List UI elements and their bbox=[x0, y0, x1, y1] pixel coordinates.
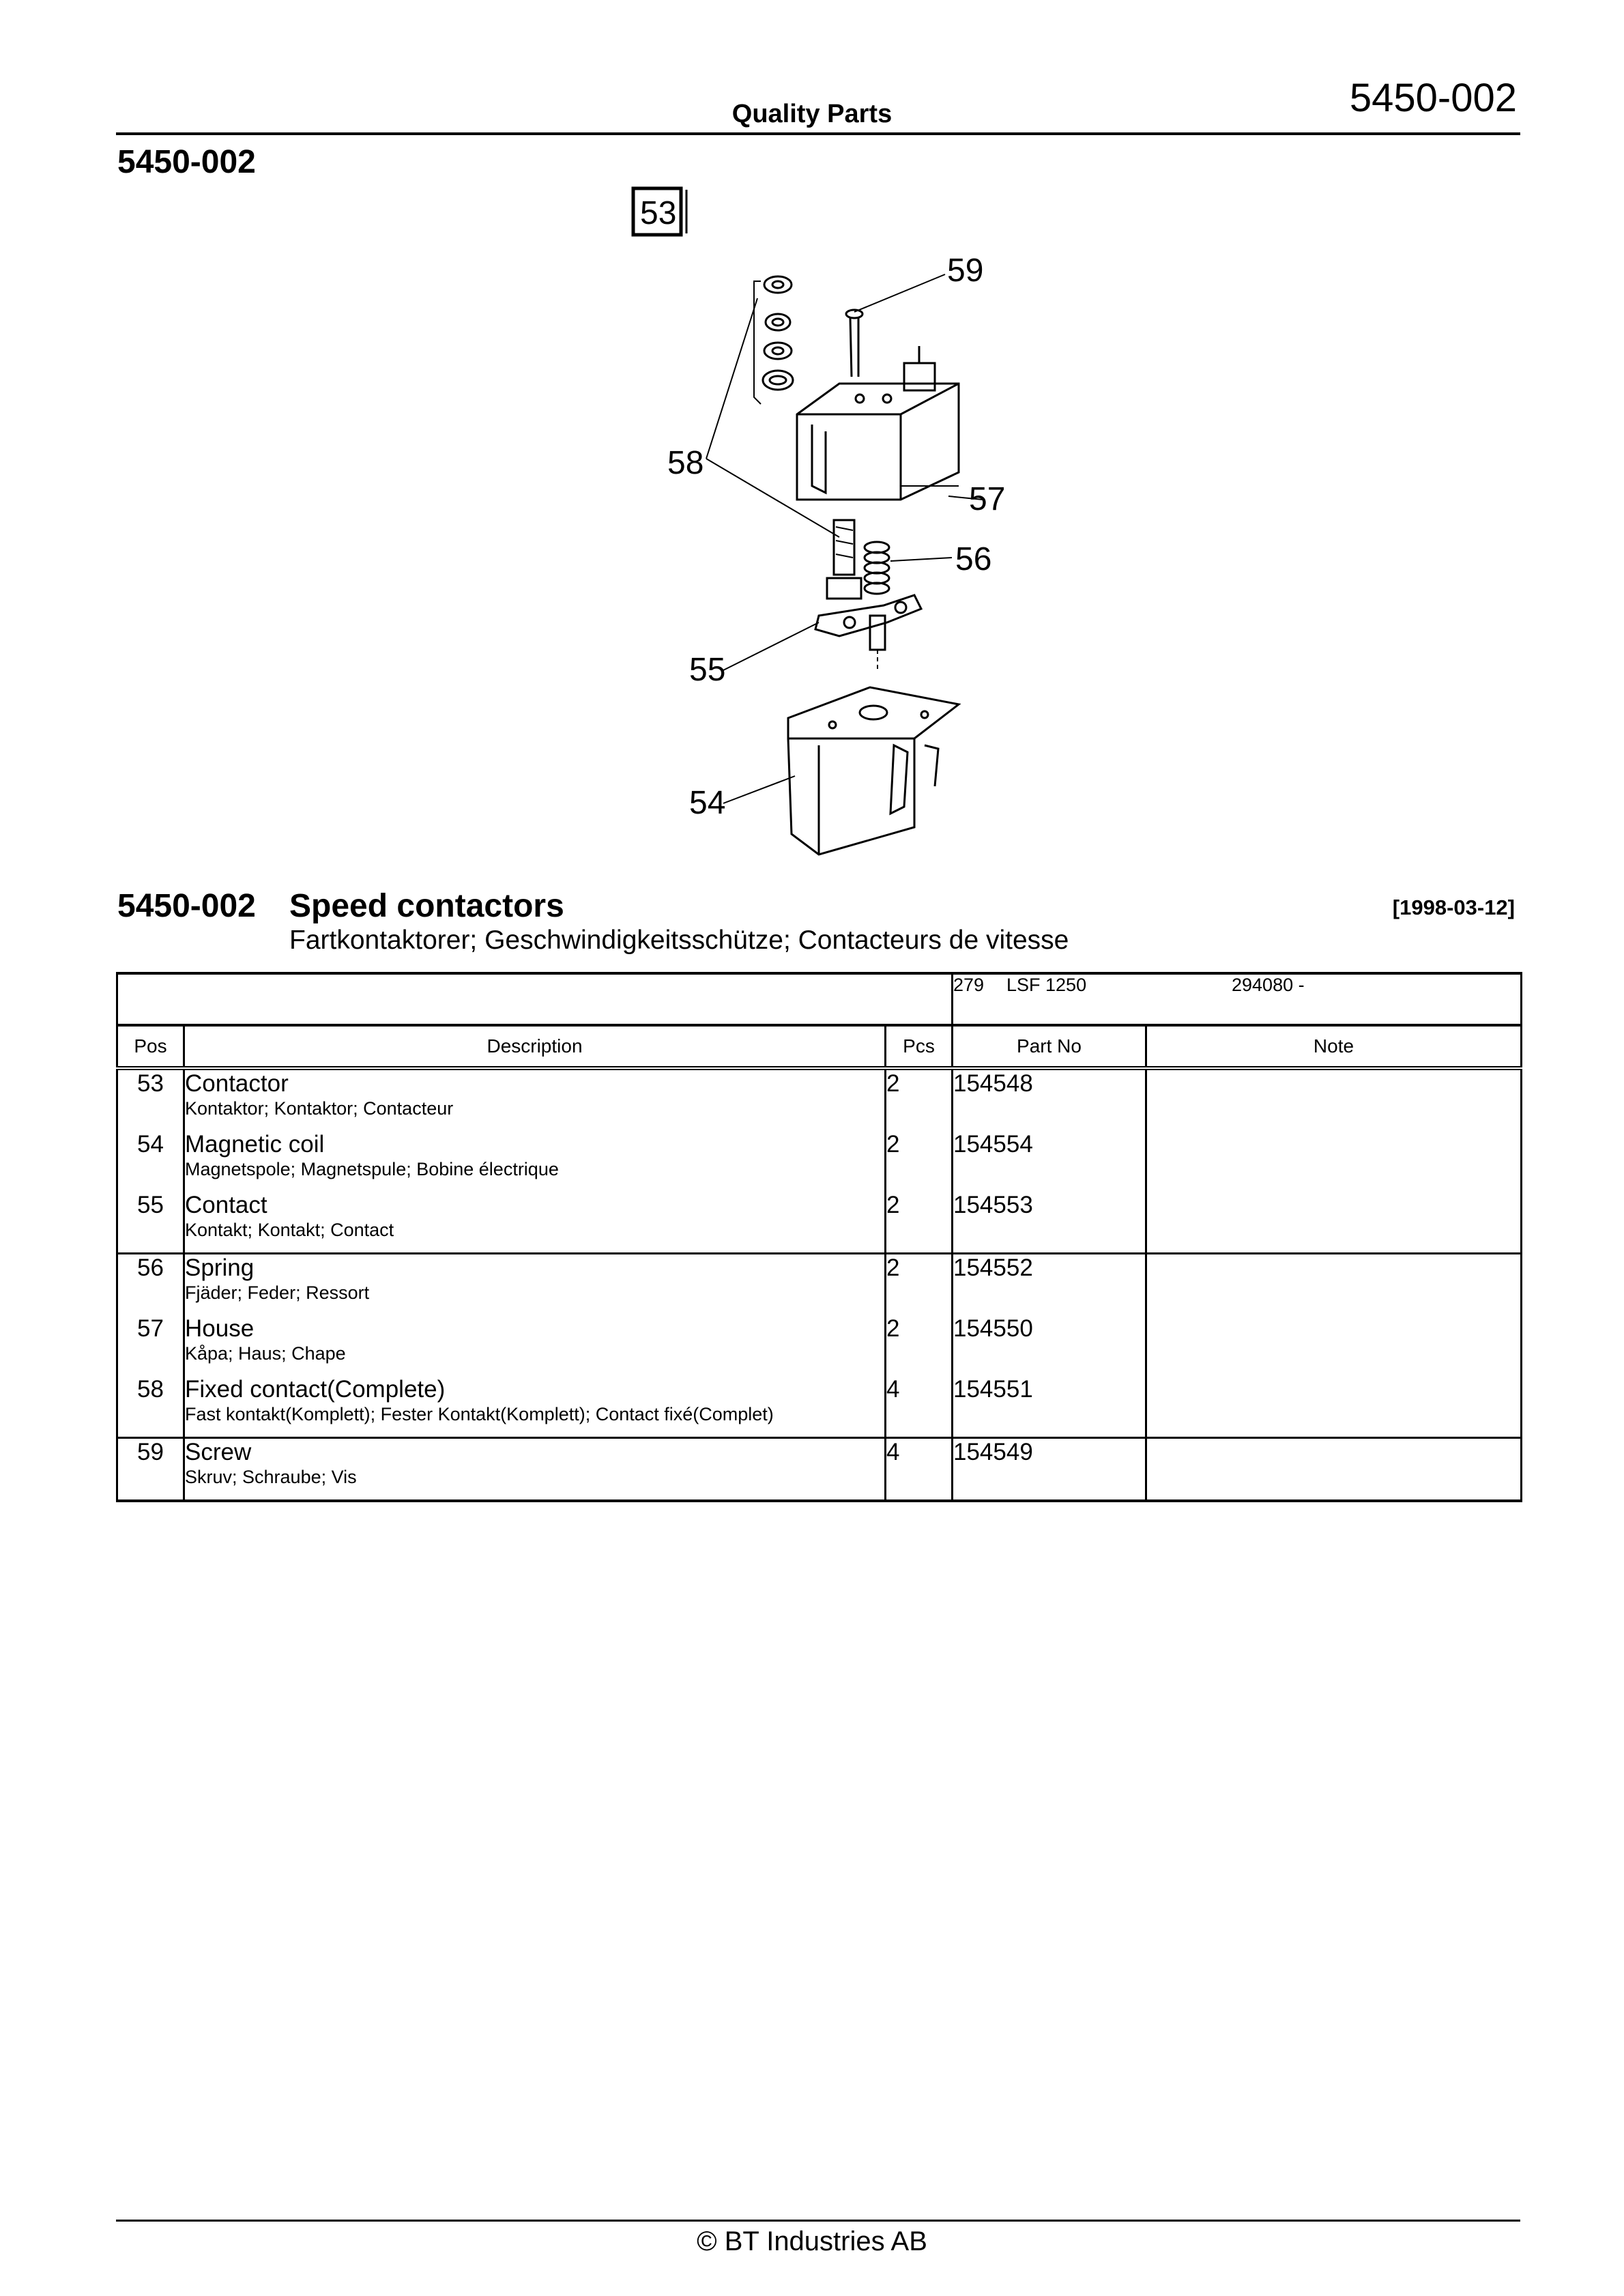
fixed-contact-bolt bbox=[827, 520, 861, 599]
section-date: [1998-03-12] bbox=[1392, 895, 1515, 919]
info-serial: 294080 - bbox=[1232, 975, 1305, 995]
part-translation: Kåpa; Haus; Chape bbox=[185, 1343, 346, 1364]
table-row: 54 Magnetic coil Magnetspole; Magnetspule; Bobine électrique 2 154554 bbox=[117, 1131, 1522, 1192]
part-translation: Fast kontakt(Komplett); Fester Kontakt(Komplett); Contact fixé(Complet) bbox=[185, 1404, 774, 1424]
section-title: Speed contactors bbox=[289, 888, 564, 924]
svg-text:53: 53 bbox=[640, 195, 677, 231]
svg-text:56: 56 bbox=[955, 541, 992, 577]
header-pos: Pos bbox=[117, 1025, 184, 1068]
spring-56 bbox=[865, 541, 991, 594]
svg-text:59: 59 bbox=[947, 253, 984, 289]
contact-55 bbox=[689, 595, 921, 688]
part-name: Screw bbox=[185, 1439, 252, 1465]
part-translation: Kontaktor; Kontaktor; Contacteur bbox=[185, 1098, 454, 1119]
section-code: 5450-002 bbox=[117, 888, 256, 924]
table-info-row bbox=[117, 973, 1522, 1025]
document-code: 5450-002 bbox=[117, 144, 256, 180]
part-translation: Skruv; Schraube; Vis bbox=[185, 1467, 357, 1487]
part-translation: Kontakt; Kontakt; Contact bbox=[185, 1220, 394, 1240]
header-page-code: 5450-002 bbox=[1349, 76, 1517, 120]
callout-53 bbox=[633, 188, 686, 235]
housing-57 bbox=[797, 346, 1005, 517]
table-row: 59 Screw Skruv; Schraube; Vis 4 154549 bbox=[117, 1438, 1522, 1502]
part-name: Magnetic coil bbox=[185, 1131, 325, 1158]
svg-text:54: 54 bbox=[689, 785, 726, 821]
header-pcs: Pcs bbox=[886, 1025, 953, 1068]
header-partno: Part No bbox=[953, 1025, 1146, 1068]
table-row: 58 Fixed contact(Complete) Fast kontakt(Komplett); Fester Kontakt(Komplett); Contact fixé(Complet) 4 154551 bbox=[117, 1376, 1522, 1438]
screw-59 bbox=[846, 253, 983, 377]
part-translation: Fjäder; Feder; Ressort bbox=[185, 1282, 370, 1303]
svg-text:58: 58 bbox=[667, 445, 704, 481]
table-row: 55 Contact Kontakt; Kontakt; Contact 2 154553 bbox=[117, 1192, 1522, 1254]
header-rule bbox=[116, 132, 1520, 135]
part-name: Contactor bbox=[185, 1070, 289, 1097]
part-name: Fixed contact(Complete) bbox=[185, 1376, 446, 1403]
footer-rule bbox=[116, 2220, 1520, 2222]
part-name: House bbox=[185, 1315, 255, 1342]
info-number: 279 bbox=[953, 975, 985, 995]
svg-text:55: 55 bbox=[689, 652, 726, 688]
part-name: Spring bbox=[185, 1254, 255, 1281]
header-note: Note bbox=[1146, 1025, 1522, 1068]
header-title: Quality Parts bbox=[731, 100, 893, 128]
table-header-row bbox=[117, 1025, 1522, 1068]
section-subtitle: Fartkontaktorer; Geschwindigkeitsschütze; Contacteurs de vitesse bbox=[289, 925, 1069, 955]
svg-text:57: 57 bbox=[969, 481, 1006, 517]
washer-stack bbox=[754, 276, 793, 404]
table-row: 57 House Kåpa; Haus; Chape 2 154550 bbox=[117, 1315, 1522, 1376]
parts-table bbox=[116, 972, 1522, 1502]
table-row: 53 Contactor Kontaktor; Kontaktor; Contacteur 2 154548 bbox=[117, 1068, 1522, 1131]
part-name: Contact bbox=[185, 1192, 267, 1218]
header-description: Description bbox=[184, 1025, 886, 1068]
footer-copyright: © BT Industries AB bbox=[697, 2226, 927, 2256]
part-translation: Magnetspole; Magnetspule; Bobine électrique bbox=[185, 1159, 559, 1179]
info-model: LSF 1250 bbox=[1006, 975, 1087, 995]
magnetic-coil-54 bbox=[689, 687, 959, 855]
exploded-parts-diagram bbox=[614, 179, 1006, 861]
table-row: 56 Spring Fjäder; Feder; Ressort 2 154552 bbox=[117, 1254, 1522, 1316]
